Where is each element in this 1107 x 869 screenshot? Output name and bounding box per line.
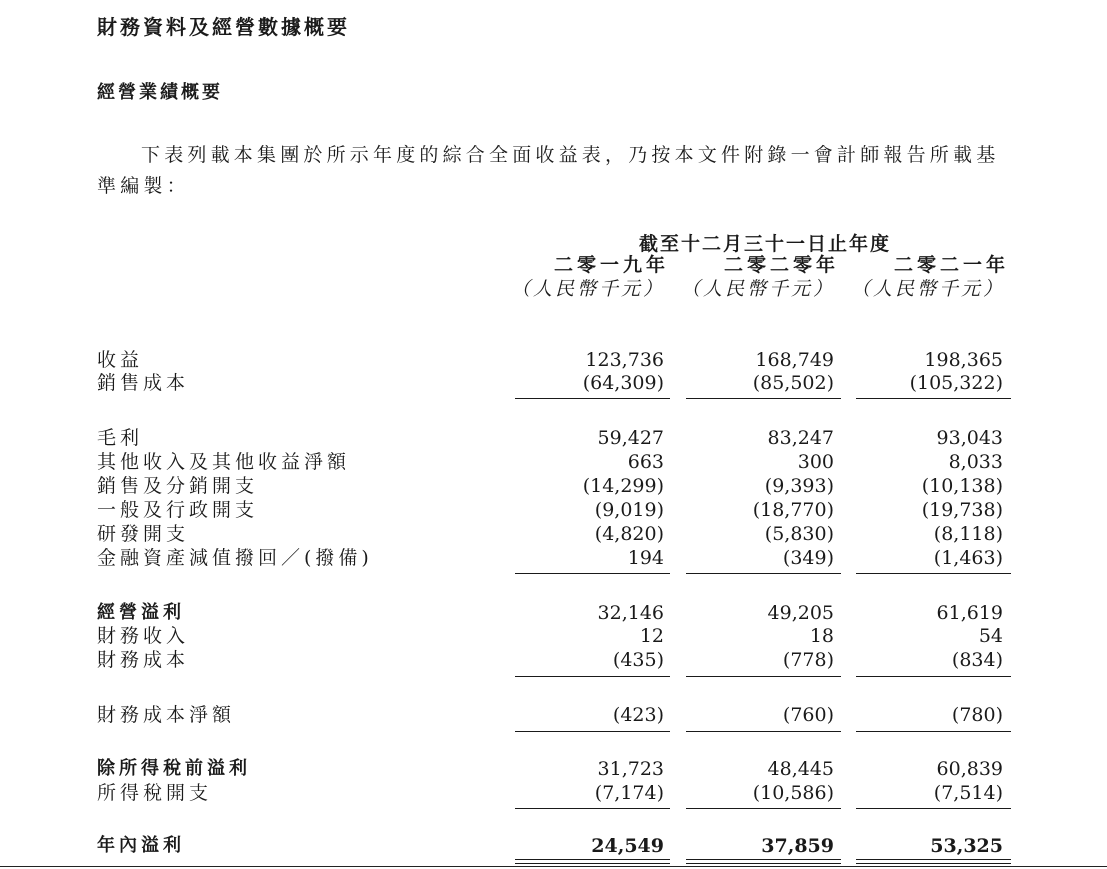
table-row: [0, 648, 1107, 672]
intro-paragraph: 下表列載本集團於所示年度的綜合全面收益表，乃按本文件附錄一會計師報告所載基準編製：: [97, 144, 1000, 197]
subtotal-rule: [515, 731, 670, 732]
subtotal-rule: [686, 573, 841, 574]
row-value: (5,830): [764, 523, 834, 545]
table-row: [0, 498, 1107, 522]
total-double-rule: [856, 859, 1011, 864]
table-row: [0, 781, 1107, 805]
subtotal-rule: [856, 398, 1011, 399]
row-value: (7,514): [933, 782, 1003, 804]
row-value: 37,859: [761, 835, 834, 857]
row-value: 168,749: [755, 349, 834, 371]
row-label: 收益: [97, 349, 144, 371]
row-label: 毛利: [97, 427, 144, 449]
row-value: (834): [951, 649, 1003, 671]
row-value: 48,445: [767, 758, 834, 780]
subtotal-rule: [856, 731, 1011, 732]
subtotal-rule: [515, 676, 670, 677]
subtotal-rule: [856, 808, 1011, 809]
row-value: 12: [639, 625, 664, 647]
row-value: 61,619: [936, 602, 1003, 624]
period-header: 截至十二月三十一日止年度: [638, 233, 891, 255]
table-row: [0, 546, 1107, 570]
column-header-2021: [825, 253, 1009, 302]
table-row: [0, 348, 1107, 372]
row-value: (18,770): [752, 499, 834, 521]
row-value: (64,309): [582, 372, 664, 394]
subtotal-rule: [686, 731, 841, 732]
table-row: [0, 474, 1107, 498]
row-value: 194: [627, 547, 664, 569]
total-double-rule: [515, 859, 670, 864]
subtotal-rule: [515, 573, 670, 574]
row-label: 銷售及分銷開支: [97, 475, 259, 497]
row-value: (19,738): [921, 499, 1003, 521]
row-value: (778): [782, 649, 834, 671]
row-value: (780): [951, 704, 1003, 726]
table-row: [0, 624, 1107, 648]
column-year: 二零二一年: [893, 254, 1009, 276]
column-unit: （人民幣千元）: [510, 278, 665, 300]
row-label: 所得稅開支: [97, 782, 213, 804]
row-value: (435): [612, 649, 664, 671]
row-value: 59,427: [597, 427, 664, 449]
subtotal-rule: [515, 808, 670, 809]
row-label: 財務成本淨額: [97, 704, 236, 726]
table-row: [0, 371, 1107, 395]
row-label: 財務成本: [97, 649, 190, 671]
table-row: [0, 522, 1107, 546]
table-row: [0, 601, 1107, 625]
page-bottom-rule: [0, 866, 1107, 867]
row-value: (105,322): [909, 372, 1003, 394]
row-value: (10,586): [752, 782, 834, 804]
table-row: [0, 450, 1107, 474]
subtotal-rule: [515, 398, 670, 399]
row-value: 83,247: [767, 427, 834, 449]
row-label: 一般及行政開支: [97, 499, 259, 521]
row-value: 49,205: [767, 602, 834, 624]
row-value: 31,723: [597, 758, 664, 780]
row-value: (9,393): [764, 475, 834, 497]
row-value: (85,502): [752, 372, 834, 394]
row-value: 32,146: [597, 602, 664, 624]
row-value: 663: [627, 451, 664, 473]
row-label: 財務收入: [97, 625, 190, 647]
row-value: (14,299): [582, 475, 664, 497]
table-row: [0, 426, 1107, 450]
row-value: (9,019): [594, 499, 664, 521]
subtotal-rule: [686, 676, 841, 677]
total-double-rule: [686, 859, 841, 864]
column-header-2019: [485, 253, 669, 302]
row-value: 53,325: [930, 835, 1003, 857]
row-label: 經營溢利: [97, 602, 185, 623]
table-row: [0, 757, 1107, 781]
subtotal-rule: [686, 398, 841, 399]
row-value: (8,118): [933, 523, 1003, 545]
subtotal-rule: [686, 808, 841, 809]
row-label: 年內溢利: [97, 835, 185, 856]
row-label: 除所得稅前溢利: [97, 758, 251, 779]
row-value: 60,839: [936, 758, 1003, 780]
row-value: 18: [809, 625, 834, 647]
row-value: 54: [978, 625, 1003, 647]
subtotal-rule: [856, 676, 1011, 677]
row-value: 300: [797, 451, 834, 473]
row-value: (1,463): [933, 547, 1003, 569]
column-year: 二零二零年: [723, 254, 839, 276]
column-unit: （人民幣千元）: [680, 278, 835, 300]
row-value: 93,043: [936, 427, 1003, 449]
table-row-total: [0, 834, 1107, 858]
row-label: 銷售成本: [97, 372, 190, 394]
row-value: 198,365: [924, 349, 1003, 371]
row-label: 其他收入及其他收益淨額: [97, 451, 351, 473]
column-header-2020: [655, 253, 839, 302]
row-value: 123,736: [585, 349, 664, 371]
column-year: 二零一九年: [553, 254, 669, 276]
column-unit: （人民幣千元）: [850, 278, 1005, 300]
row-value: (10,138): [921, 475, 1003, 497]
subsection-title: 經營業績概要: [97, 82, 223, 103]
table-row: [0, 703, 1107, 727]
row-label: 研發開支: [97, 523, 190, 545]
row-value: (423): [612, 704, 664, 726]
row-value: (760): [782, 704, 834, 726]
row-label: 金融資產減值撥回／(撥備): [97, 547, 373, 569]
subtotal-rule: [856, 573, 1011, 574]
row-value: 8,033: [948, 451, 1003, 473]
row-value: (4,820): [594, 523, 664, 545]
row-value: (7,174): [594, 782, 664, 804]
row-value: 24,549: [591, 835, 664, 857]
row-value: (349): [782, 547, 834, 569]
section-title: 財務資料及經營數據概要: [97, 15, 350, 39]
